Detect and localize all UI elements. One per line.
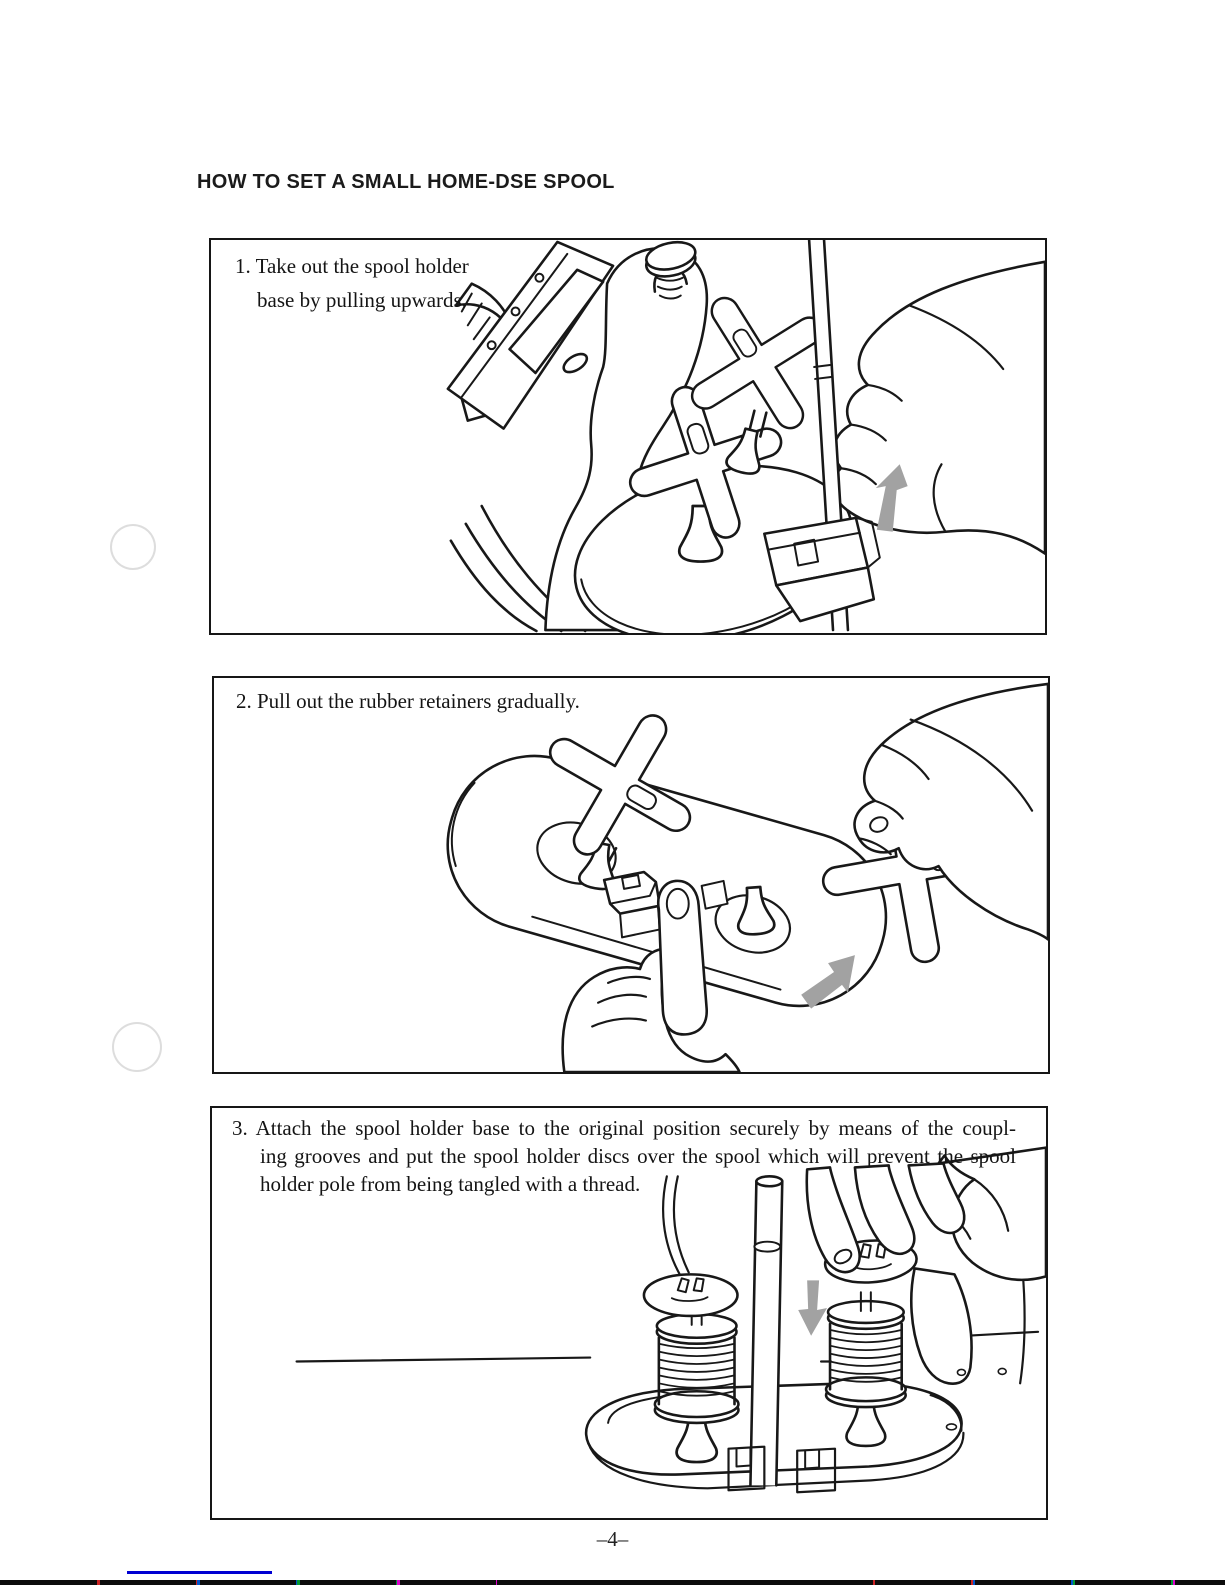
step3-text	[232, 1114, 1016, 1198]
step2-text	[236, 686, 756, 716]
scan-artifact-dashed-line	[0, 1580, 1225, 1585]
thumb	[911, 1268, 971, 1383]
step2-illustration-pull-rubber-retainers	[214, 678, 1048, 1072]
step1-text	[235, 249, 535, 317]
down-arrow-icon	[798, 1280, 827, 1335]
page-title: HOW TO SET A SMALL HOME-DSE SPOOL	[197, 171, 615, 193]
hand-pulling-base	[833, 262, 1045, 554]
step3-line1: 3. Attach the spool holder base to the original position securely by means of the coupl-	[232, 1116, 1016, 1140]
fingernail	[667, 889, 689, 919]
step2-box	[212, 676, 1050, 1074]
step1-box	[209, 238, 1047, 635]
left-spool-disc	[644, 1274, 738, 1316]
step3-line3: holder pole from being tangled with a thread.	[260, 1172, 641, 1196]
hole-punch-top	[110, 524, 156, 570]
step2-line1: 2. Pull out the rubber retainers gradually.	[236, 689, 580, 713]
step3-line2: ing grooves and put the spool holder discs over the spool which will prevent the spool	[260, 1144, 1016, 1168]
blue-underline-mark	[127, 1571, 272, 1574]
step1-line2: base by pulling upwards.	[257, 288, 467, 312]
page-number: –4–	[596, 1527, 629, 1551]
hole-punch-bottom	[112, 1022, 162, 1072]
step1-line1: 1. Take out the spool holder	[235, 254, 469, 278]
step3-box	[210, 1106, 1048, 1520]
spool-pole	[750, 1176, 782, 1485]
